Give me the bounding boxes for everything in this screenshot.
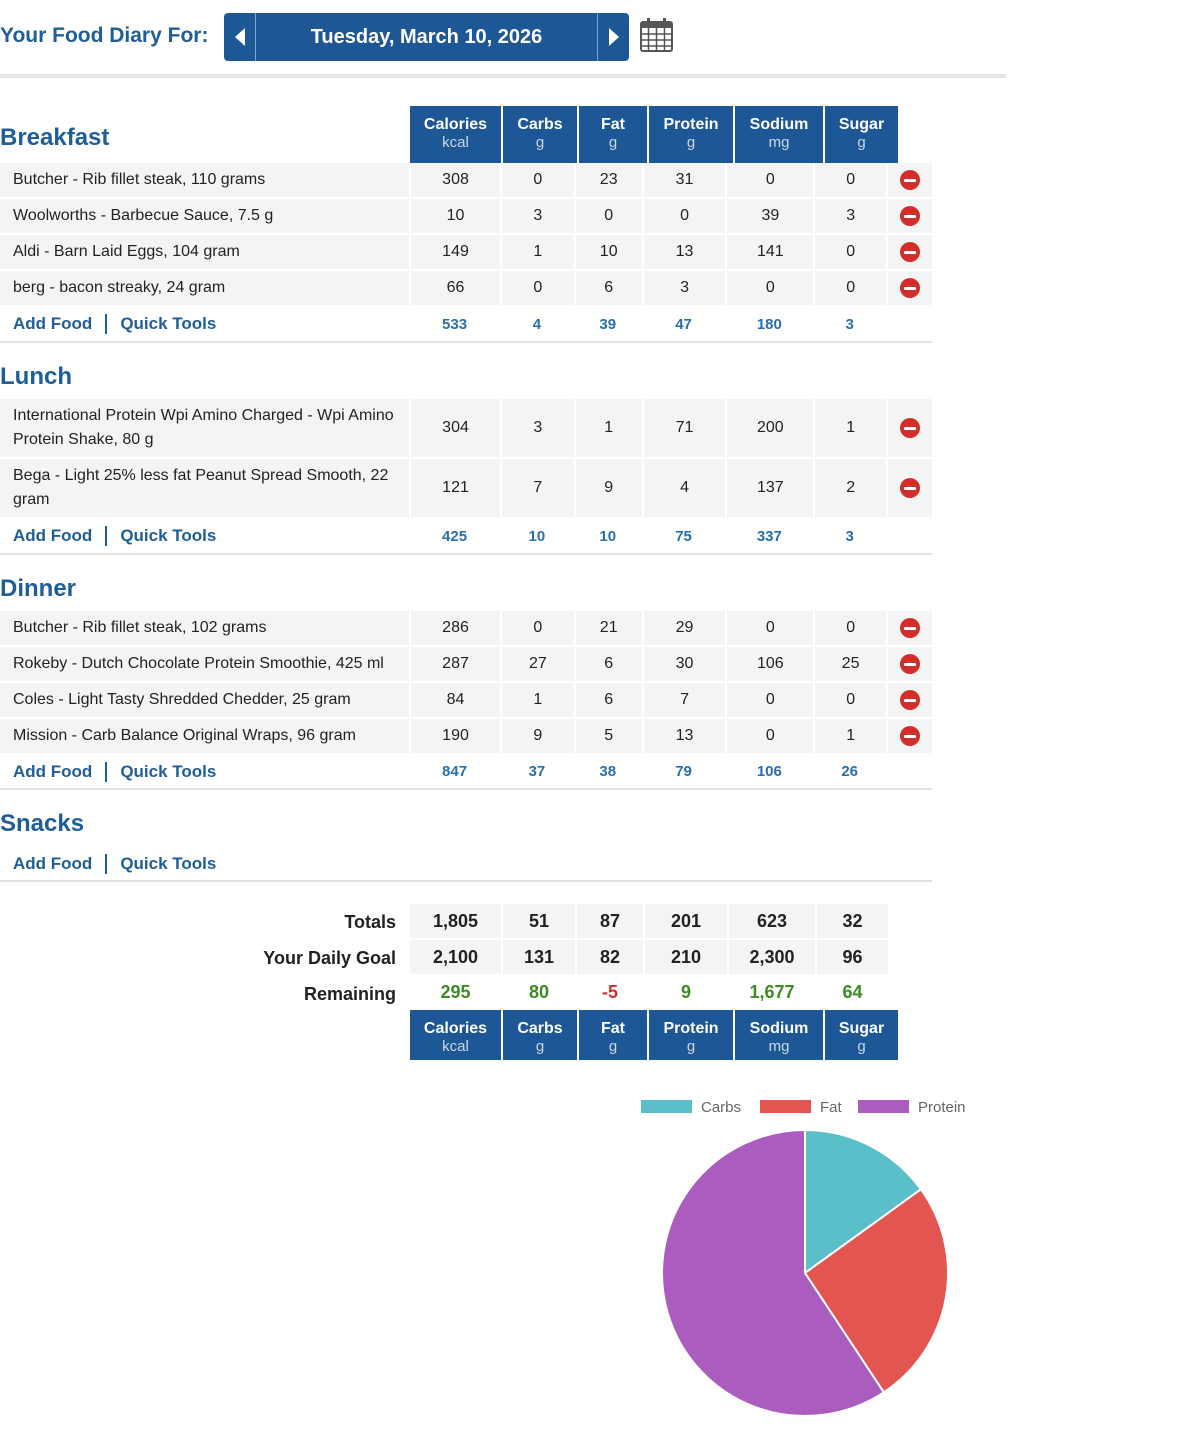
carbs-value: 0 [500,611,574,645]
goal-calories: 2,100 [410,940,501,976]
meal-title: Dinner [0,575,77,602]
quick-tools-link[interactable]: Quick Tools [120,526,217,545]
legend-label-protein[interactable]: Protein [918,1099,966,1116]
food-name[interactable]: Mission - Carb Balance Original Wraps, 96 gram [13,727,356,744]
add-food-link[interactable]: Add Food [13,854,93,873]
protein-value: 31 [642,163,726,197]
meal-title: Breakfast [0,124,110,151]
column-header-carbs: Carbs g [503,1010,577,1060]
meal-header-lunch [0,343,932,399]
food-row[interactable] [0,683,932,719]
delete-icon[interactable] [900,726,920,746]
sodium-value: 106 [725,647,813,681]
food-name[interactable]: Rokeby - Dutch Chocolate Protein Smoothie, 425 ml [13,655,384,672]
column-header-protein: Protein g [649,106,733,163]
food-name[interactable]: Butcher - Rib fillet steak, 110 grams [13,171,266,188]
food-row[interactable] [0,611,932,647]
remaining-sodium: 1,677 [727,976,815,1010]
carbs-value: 1 [500,683,574,717]
column-header-fat: Fat g [579,1010,647,1060]
remaining-protein: 9 [643,976,727,1010]
delete-icon[interactable] [900,618,920,638]
sugar-value: 2 [813,459,886,517]
diary-header [0,12,700,62]
column-header-sodium: Sodium mg [735,106,823,163]
sodium-value: 39 [725,199,813,233]
carbs-value: 7 [500,459,574,517]
calories-value: 121 [409,459,500,517]
protein-value: 71 [642,399,726,457]
food-name[interactable]: Aldi - Barn Laid Eggs, 104 gram [13,243,240,260]
remaining-row [0,976,932,1010]
current-date: Tuesday, March 10, 2026 [310,26,543,48]
summary-label: Remaining [303,984,396,1004]
protein-value: 0 [642,199,726,233]
total-carbs: 37 [528,763,546,780]
total-sugar: 26 [841,763,859,780]
summary-label: Totals [344,912,396,932]
sugar-value: 0 [813,683,886,717]
food-name[interactable]: Woolworths - Barbecue Sauce, 7.5 g [13,207,274,224]
sugar-value: 25 [813,647,886,681]
delete-icon[interactable] [900,418,920,438]
totals-row [0,904,932,940]
total-carbs: 10 [528,527,546,545]
link-separator [105,526,107,546]
column-header-calories: Calories kcal [410,1010,501,1060]
summary-label: Your Daily Goal [263,948,396,968]
fat-value: 1 [574,399,642,457]
column-header-sodium: Sodium mg [735,1010,823,1060]
column-header-sugar: Sugar g [825,106,898,163]
meal-title: Snacks [0,810,85,837]
daily-goal-row [0,940,932,976]
legend-swatch-fat[interactable] [760,1100,811,1113]
remaining-sugar: 64 [815,976,888,1010]
calories-value: 10 [409,199,500,233]
meal-title: Lunch [0,363,72,390]
protein-value: 29 [642,611,726,645]
goal-protein: 210 [643,940,727,976]
calories-value: 149 [409,235,500,269]
fat-value: 23 [574,163,642,197]
meal-header-dinner [0,555,932,611]
sugar-value: 3 [813,199,886,233]
next-day-button[interactable] [597,13,629,61]
food-name[interactable]: Bega - Light 25% less fat Peanut Spread Smooth, 22 gram [13,467,389,508]
fat-value: 6 [574,683,642,717]
sodium-value: 200 [725,399,813,457]
carbs-value: 1 [500,235,574,269]
calendar-icon[interactable] [640,18,673,52]
goal-carbs: 131 [501,940,575,976]
food-name[interactable]: berg - bacon streaky, 24 gram [13,279,226,296]
sodium-value: 141 [725,235,813,269]
sugar-value: 1 [813,399,886,457]
meal-total-row [0,519,932,555]
date-navigator [224,13,629,61]
total-sugar: 3 [845,527,854,545]
fat-value: 0 [574,199,642,233]
total-calories: 425 [442,527,468,545]
sugar-value: 0 [813,271,886,305]
food-diary-table [0,106,932,1060]
sodium-value: 137 [725,459,813,517]
total-sodium: 180 [756,315,782,333]
sodium-value: 0 [725,163,813,197]
total-calories: 847 [442,763,468,780]
summary-column-headers [0,1010,932,1060]
carbs-value: 0 [500,163,574,197]
legend-label-fat[interactable]: Fat [820,1099,842,1116]
carbs-value: 3 [500,199,574,233]
link-separator [105,854,107,874]
sugar-value: 0 [813,163,886,197]
calories-value: 66 [409,271,500,305]
link-separator [105,314,107,334]
arrow-left-icon [235,28,245,46]
goal-sugar: 96 [815,940,888,976]
total-protein: 75 [675,527,692,545]
fat-value: 5 [574,719,642,753]
carbs-value: 9 [500,719,574,753]
food-name[interactable]: Butcher - Rib fillet steak, 102 grams [13,619,267,636]
quick-tools-link[interactable]: Quick Tools [120,314,217,333]
column-header-sugar: Sugar g [825,1010,898,1060]
header-divider [0,74,1006,78]
food-row[interactable] [0,647,932,683]
sugar-value: 0 [813,235,886,269]
fat-value: 6 [574,647,642,681]
total-sodium: 106 [756,763,782,780]
delete-icon[interactable] [900,690,920,710]
fat-value: 10 [574,235,642,269]
totals-calories: 1,805 [410,904,501,940]
meal-total-row [0,755,932,790]
protein-value: 7 [642,683,726,717]
legend-swatch-protein[interactable] [858,1100,909,1113]
column-header-protein: Protein g [649,1010,733,1060]
totals-sugar: 32 [815,904,888,940]
sodium-value: 0 [725,719,813,753]
calories-value: 308 [409,163,500,197]
protein-value: 13 [642,235,726,269]
fat-value: 9 [574,459,642,517]
delete-icon[interactable] [900,278,920,298]
sodium-value: 0 [725,683,813,717]
food-row[interactable] [0,459,932,519]
arrow-right-icon [609,28,619,46]
total-sugar: 3 [845,315,854,333]
goal-fat: 82 [575,940,643,976]
macros-pie-chart [630,1090,990,1430]
protein-value: 3 [642,271,726,305]
legend-label-carbs[interactable]: Carbs [701,1099,742,1116]
delete-icon[interactable] [900,206,920,226]
total-fat: 38 [599,763,617,780]
column-header-fat: Fat g [579,106,647,163]
food-row[interactable] [0,271,932,307]
legend-swatch-carbs[interactable] [641,1100,692,1113]
sugar-value: 0 [813,611,886,645]
fat-value: 21 [574,611,642,645]
total-calories: 533 [442,315,468,333]
calories-value: 304 [409,399,500,457]
food-name[interactable]: International Protein Wpi Amino Charged - Wpi Amino Protein Shake, 80 g [13,407,394,448]
total-protein: 79 [675,763,692,780]
sodium-value: 0 [725,271,813,305]
food-name[interactable]: Coles - Light Tasty Shredded Chedder, 25 gram [13,691,351,708]
food-row[interactable] [0,719,932,755]
column-header-calories: Calories kcal [410,106,501,163]
goal-sodium: 2,300 [727,940,815,976]
carbs-value: 27 [500,647,574,681]
add-food-link[interactable]: Add Food [13,526,93,545]
page-title: Your Food Diary For: [0,24,209,47]
calories-value: 190 [409,719,500,753]
sodium-value: 0 [725,611,813,645]
previous-day-button[interactable] [224,13,256,61]
food-row[interactable] [0,235,932,271]
delete-icon[interactable] [900,242,920,262]
calories-value: 287 [409,647,500,681]
total-protein: 47 [675,315,692,333]
protein-value: 4 [642,459,726,517]
carbs-value: 3 [500,399,574,457]
totals-carbs: 51 [501,904,575,940]
food-row[interactable] [0,399,932,459]
quick-tools-link[interactable]: Quick Tools [120,854,217,873]
protein-value: 13 [642,719,726,753]
food-row[interactable] [0,199,932,235]
calories-value: 286 [409,611,500,645]
meal-total-row [0,307,932,343]
total-fat: 10 [599,527,617,545]
totals-protein: 201 [643,904,727,940]
delete-icon[interactable] [900,170,920,190]
total-carbs: 4 [532,315,542,333]
link-separator [105,762,107,782]
remaining-calories: 295 [410,976,501,1010]
total-sodium: 337 [756,527,782,545]
totals-fat: 87 [575,904,643,940]
remaining-carbs: 80 [501,976,575,1010]
food-row[interactable] [0,163,932,199]
add-food-link[interactable]: Add Food [13,761,93,781]
sugar-value: 1 [813,719,886,753]
add-food-link[interactable]: Add Food [13,314,93,333]
remaining-fat: -5 [575,976,643,1010]
delete-icon[interactable] [900,478,920,498]
quick-tools-link[interactable]: Quick Tools [120,761,217,781]
meal-header-breakfast [0,106,932,163]
delete-icon[interactable] [900,654,920,674]
column-header-carbs: Carbs g [503,106,577,163]
calories-value: 84 [409,683,500,717]
protein-value: 30 [642,647,726,681]
fat-value: 6 [574,271,642,305]
total-fat: 39 [599,315,617,333]
meal-total-row [0,848,932,882]
meal-header-snacks [0,790,932,848]
totals-sodium: 623 [727,904,815,940]
carbs-value: 0 [500,271,574,305]
